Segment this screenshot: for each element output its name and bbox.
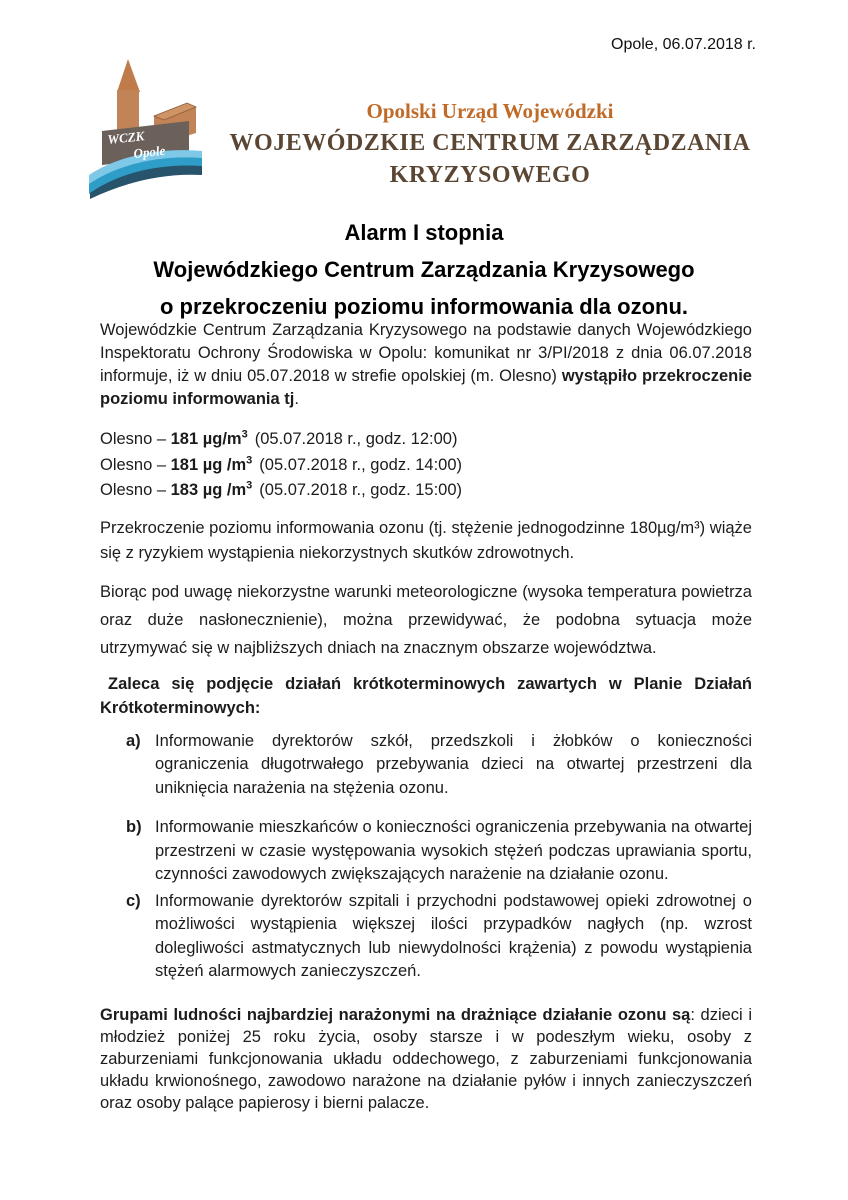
measurement-sup: 3	[246, 479, 253, 492]
intro-tail: .	[294, 390, 299, 408]
measurement-sup: 3	[246, 454, 253, 466]
date-line: Opole, 06.07.2018 r.	[611, 36, 756, 53]
intro-paragraph	[100, 319, 752, 411]
title-line2: Wojewódzkiego Centrum Zarządzania Kryzysowego	[153, 257, 695, 282]
action-label: c)	[126, 891, 141, 910]
measurement-detail: (05.07.2018 r., godz. 14:00)	[259, 455, 463, 474]
action-label: b)	[126, 818, 142, 836]
measurement-row	[100, 453, 752, 479]
org-center-line2: KRYZYSOWEGO	[389, 162, 591, 188]
org-name: Opolski Urząd Wojewódzki	[366, 99, 614, 123]
document-body	[100, 319, 752, 1114]
measurement-list	[100, 427, 752, 504]
document-title	[98, 214, 750, 325]
action-item-a	[100, 730, 752, 801]
title-line3: o przekroczeniu poziomu informowania dla ozonu.	[159, 294, 689, 319]
logo-text-wczk: WCZK	[106, 128, 145, 147]
action-item-c	[100, 890, 752, 984]
measurement-row	[100, 478, 752, 504]
risk-groups-bold: Grupami ludności najbardziej narażonymi na drażniące działanie ozonu są	[100, 1005, 691, 1024]
action-item-b	[100, 816, 752, 887]
action-text: Informowanie dyrektorów szpitali i przychodni podstawowej opieki zdrowotnej o możliwości wystąpienia większej ilości przypadków nagłych (np. wzrost dolegliwości astmatycznych lub niewydolności krążenia) z powodu wystąpienia stężeń alarmowych zanieczyszczeń.	[155, 891, 752, 980]
measurement-value: 181 µg /m	[170, 455, 247, 474]
measurement-detail: (05.07.2018 r., godz. 15:00)	[259, 481, 463, 499]
ozone-info-paragraph: Przekroczenie poziomu informowania ozonu (tj. stężenie jednogodzinne 180µg/m³) wiąże się z ryzykiem wystąpienia niekorzystnych skutków zdrowotnych.	[100, 518, 752, 562]
measurement-detail: (05.07.2018 r., godz. 12:00)	[254, 430, 458, 448]
measurement-row	[100, 427, 752, 453]
action-text: Informowanie mieszkańców o konieczności ograniczenia przebywania na otwartej przestrzeni w czasie występowania wysokich stężeń podczas uprawiania sportu, czynności zawodowych zwiększających narażenie na działanie ozonu.	[155, 818, 752, 883]
measurement-station: Olesno –	[100, 481, 171, 499]
measurement-sup: 3	[241, 428, 248, 441]
intro-text: Wojewódzkie Centrum Zarządzania Kryzysowego na podstawie danych Wojewódzkiego Inspektoratu Ochrony Środowiska w Opolu: komunikat nr 3/PI/2018 z dnia 06.07.2018 informuje, iż w dniu 05.07.2018 w strefie opolskiej (m. Olesno)	[100, 321, 752, 385]
action-label: a)	[126, 731, 141, 750]
org-center-line1: WOJEWÓDZKIE CENTRUM ZARZĄDZANIA	[229, 130, 751, 156]
risk-groups-text: : dzieci i młodzież poniżej 25 roku życia, osoby starsze i w podeszłym wieku, osoby z zaburzeniami funkcjonowania układu oddechowego, z zaburzeniami funkcjonowania układu krwionośnego, zawodowo narażone na działanie pyłów i innych zanieczyszczeń oraz osoby palące papierosy i bierni palacze.	[100, 1005, 752, 1112]
actions-list	[100, 730, 752, 984]
measurement-station: Olesno –	[100, 430, 171, 448]
measurement-station: Olesno –	[100, 455, 171, 474]
title-line1: Alarm I stopnia	[344, 220, 504, 245]
logo-text-opole: Opole	[132, 142, 166, 161]
risk-groups-paragraph	[100, 1004, 752, 1114]
letterhead	[160, 99, 820, 191]
weather-paragraph: Biorąc pod uwagę niekorzystne warunki meteorologiczne (wysoka temperatura powietrza oraz duże nasłonecznienie), można przewidywać, że podobna sytuacja może utrzymywać się w najbliższych dniach na znacznym obszarze województwa.	[100, 582, 752, 657]
intro-bold: wystąpiło przekroczenie poziomu informowania tj	[100, 367, 752, 408]
recommendation-heading: Zaleca się podjęcie działań krótkoterminowych zawartych w Planie Działań Krótkoterminowych:	[100, 674, 752, 717]
logo-spire	[117, 59, 140, 92]
measurement-value: 183 µg /m	[170, 481, 247, 499]
action-text: Informowanie dyrektorów szkół, przedszkoli i żłobków o konieczności ograniczenia długotrwałego przebywania dzieci na otwartej przestrzeni dla uniknięcia narażenia na stężenia ozonu.	[155, 731, 752, 797]
measurement-value: 181 µg/m	[170, 430, 242, 448]
